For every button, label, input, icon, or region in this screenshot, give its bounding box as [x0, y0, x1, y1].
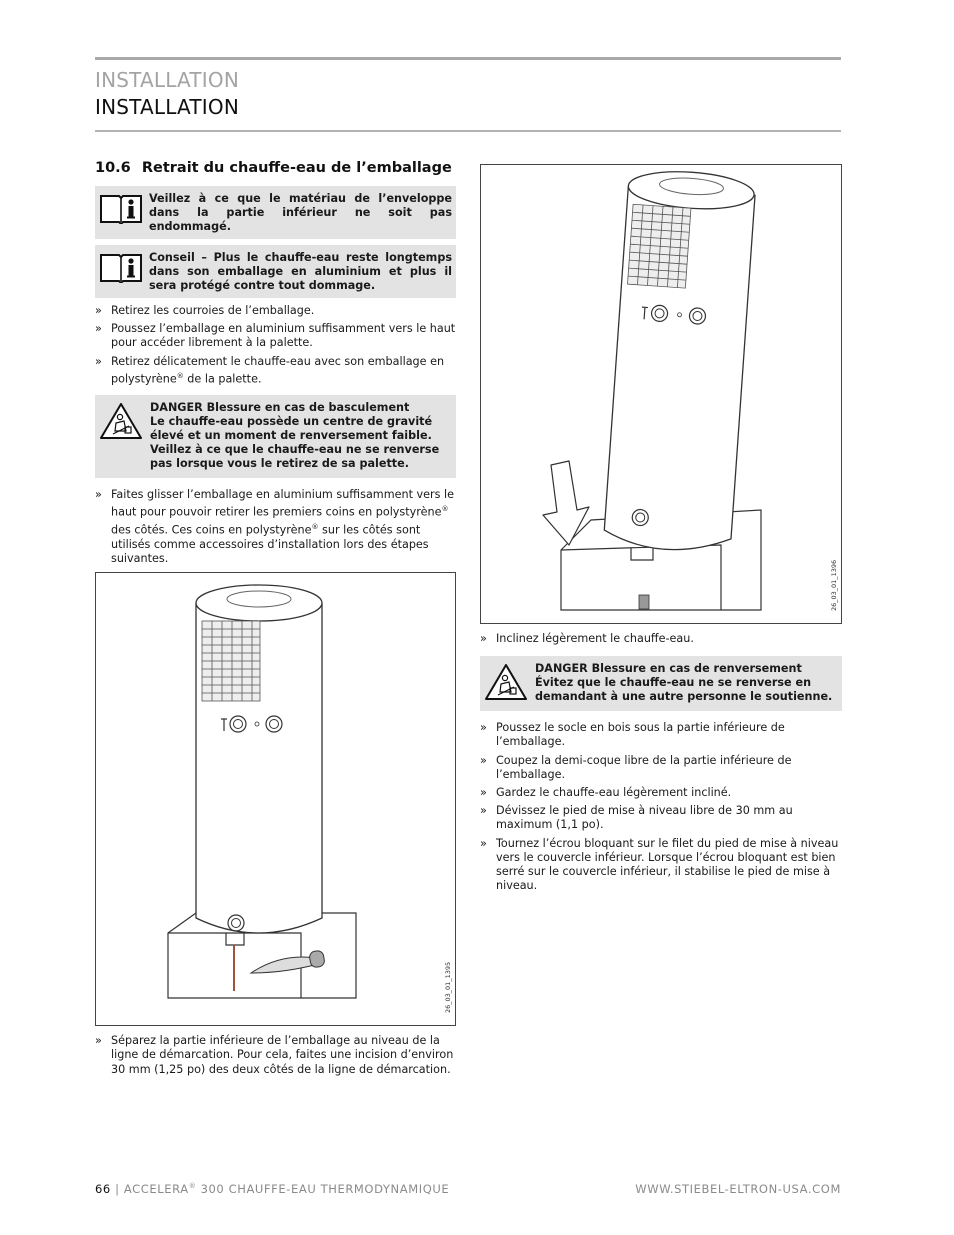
danger-note-2-body: Évitez que le chauffe-eau ne se renverse en demandant à une autre personne le soutienne. — [535, 676, 833, 704]
steps-list-d — [480, 632, 842, 646]
danger-note-1-title: DANGER Blessure en cas de basculement — [150, 400, 410, 414]
footer-separator: | — [110, 1182, 124, 1196]
info-note-1 — [95, 186, 456, 239]
page-number: 66 — [95, 1182, 111, 1196]
danger-note-2 — [480, 656, 842, 711]
step-item: » Coupez la demi-coque libre de la partie inférieure de l’emballage. — [480, 754, 842, 782]
header-title-en: INSTALLATION — [95, 68, 239, 92]
manual-info-icon — [99, 251, 143, 287]
step-item: » Faites glisser l’emballage en aluminium suffisamment vers le haut pour pouvoir retirer les premiers coins en polystyrène® des côtés. Ces coins en polystyrène® sur les côtés sont utilisés comme accessoires d’installation lors des étapes suivantes. — [95, 488, 456, 566]
section-title-text: Retrait du chauffe-eau de l’emballage — [141, 160, 452, 176]
figure-1 — [95, 572, 456, 1026]
info-note-2 — [95, 245, 456, 298]
step-item: » Gardez le chauffe-eau légèrement incliné. — [480, 786, 842, 800]
right-column — [480, 164, 842, 897]
header-title-fr: INSTALLATION — [95, 95, 239, 119]
step-item: » Séparez la partie inférieure de l’emballage au niveau de la ligne de démarcation. Pour cela, faites une incision d’environ 30 mm (1,25 po) des deux côtés de la ligne de démarcation. — [95, 1034, 456, 1077]
step-item: » Inclinez légèrement le chauffe-eau. — [480, 632, 842, 646]
steps-list-b — [95, 488, 456, 566]
footer-product-sup: ® — [188, 1182, 197, 1191]
step-item: » Dévissez le pied de mise à niveau libre de 30 mm au maximum (1,1 po). — [480, 804, 842, 832]
figure-2-code: 26_03_01_1396 — [830, 559, 838, 611]
steps-list-c — [95, 1034, 456, 1077]
info-note-1-text: Veillez à ce que le matériau de l’enveloppe dans la partie inférieur ne soit pas endommagé. — [149, 192, 452, 233]
warning-triangle-icon — [484, 662, 528, 706]
steps-list-a — [95, 304, 456, 387]
section-title — [95, 160, 456, 176]
water-heater-illustration-2 — [481, 165, 841, 623]
step-item: » Poussez l’emballage en aluminium suffisamment vers le haut pour accéder librement à la palette. — [95, 322, 456, 350]
step-item: » Retirez délicatement le chauffe-eau avec son emballage en polystyrène® de la palette. — [95, 355, 456, 387]
warning-triangle-icon — [99, 401, 143, 445]
footer-product-rest: 300 CHAUFFE-EAU THERMODYNAMIQUE — [196, 1182, 450, 1196]
danger-note-2-title: DANGER Blessure en cas de renversement — [535, 662, 802, 676]
footer-product: ACCELERA — [123, 1182, 189, 1196]
danger-note-1-text — [150, 401, 452, 471]
header-rule — [95, 130, 841, 132]
left-column — [95, 160, 456, 1081]
figure-2 — [480, 164, 842, 624]
footer-url: WWW.STIEBEL-ELTRON-USA.COM — [635, 1182, 841, 1196]
top-rule — [95, 57, 841, 60]
page-footer — [95, 1182, 841, 1196]
step-item: » Poussez le socle en bois sous la partie inférieure de l’emballage. — [480, 721, 842, 749]
info-note-2-text: Conseil – Plus le chauffe-eau reste longtemps dans son emballage en aluminium et plus il sera protégé contre tout dommage. — [149, 251, 452, 292]
danger-note-1 — [95, 395, 456, 478]
manual-info-icon — [99, 192, 143, 228]
steps-list-e — [480, 721, 842, 893]
section-number: 10.6 — [95, 160, 131, 176]
figure-1-code: 26_03_01_1395 — [444, 962, 452, 1014]
step-item: » Tournez l’écrou bloquant sur le filet du pied de mise à niveau vers le couvercle inférieur. Lorsque l’écrou bloquant est bien serré sur le couvercle inférieur, il stabilise le pied de mise à niveau. — [480, 837, 842, 894]
danger-note-1-body: Le chauffe-eau possède un centre de gravité élevé et un moment de renversement faible. Veillez à ce que le chauffe-eau ne se renverse pas lorsque vous le retirez de sa palette. — [150, 414, 440, 470]
step-item: » Retirez les courroies de l’emballage. — [95, 304, 456, 318]
danger-note-2-text — [535, 662, 838, 704]
water-heater-illustration-1 — [96, 573, 455, 1025]
